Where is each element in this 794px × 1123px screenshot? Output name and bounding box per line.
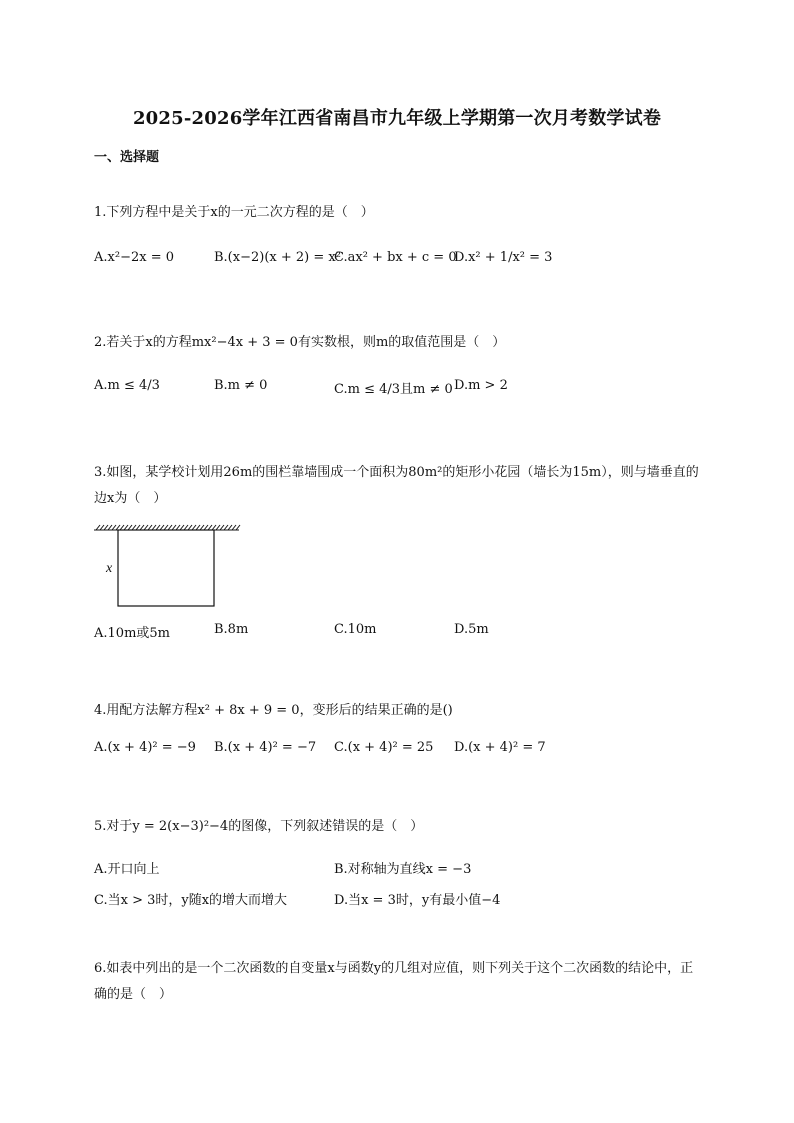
wall-hatch-line bbox=[96, 525, 100, 530]
wall-hatching bbox=[94, 525, 240, 530]
q1-option-c: C.ax² + bx + c = 0 bbox=[334, 250, 457, 265]
wall-hatch-line bbox=[156, 525, 160, 530]
q4-option-c: C.(x + 4)² = 25 bbox=[334, 740, 434, 755]
q1-option-b: B.(x−2)(x + 2) = x² bbox=[214, 250, 341, 265]
wall-hatch-line bbox=[132, 525, 136, 530]
q2-option-a: A.m ≤ 4/3 bbox=[94, 378, 160, 393]
question-4-stem: 4.用配方法解方程x² + 8x + 9 = 0，变形后的结果正确的是() bbox=[94, 703, 453, 718]
wall-hatch-line bbox=[140, 525, 144, 530]
garden-rectangle bbox=[118, 530, 214, 606]
q1-option-a: A.x²−2x = 0 bbox=[94, 250, 174, 265]
question-1-stem: 1.下列方程中是关于x的一元二次方程的是（ ） bbox=[94, 205, 374, 220]
wall-hatch-line bbox=[208, 525, 212, 530]
wall-hatch-line bbox=[112, 525, 116, 530]
garden-figure bbox=[94, 522, 244, 612]
q3-option-c: C.10m bbox=[334, 622, 377, 637]
wall-hatch-line bbox=[180, 525, 184, 530]
q4-option-d: D.(x + 4)² = 7 bbox=[454, 740, 546, 755]
wall-hatch-line bbox=[172, 525, 176, 530]
wall-hatch-line bbox=[108, 525, 112, 530]
wall-hatch-line bbox=[148, 525, 152, 530]
wall-hatch-line bbox=[200, 525, 204, 530]
wall-hatch-line bbox=[160, 525, 164, 530]
wall-hatch-line bbox=[120, 525, 124, 530]
wall-hatch-line bbox=[128, 525, 132, 530]
wall-hatch-line bbox=[220, 525, 224, 530]
wall-hatch-line bbox=[152, 525, 156, 530]
wall-hatch-line bbox=[176, 525, 180, 530]
question-2-stem: 2.若关于x的方程mx²−4x + 3 = 0有实数根，则m的取值范围是（ ） bbox=[94, 335, 506, 350]
question-5-stem: 5.对于y = 2(x−3)²−4的图像，下列叙述错误的是（ ） bbox=[94, 819, 424, 834]
q4-option-a: A.(x + 4)² = −9 bbox=[94, 740, 196, 755]
wall-hatch-line bbox=[224, 525, 228, 530]
wall-hatch-line bbox=[212, 525, 216, 530]
q3-option-a: A.10m或5m bbox=[94, 626, 170, 641]
wall-hatch-line bbox=[204, 525, 208, 530]
question-6-stem: 6.如表中列出的是一个二次函数的自变量x与函数y的几组对应值，则下列关于这个二次函数的结论中，正确的是（ ） bbox=[94, 961, 694, 1002]
wall-hatch-line bbox=[228, 525, 232, 530]
q1-option-d: D.x² + 1/x² = 3 bbox=[454, 250, 553, 265]
q5-option-c: C.当x > 3时，y随x的增大而增大 bbox=[94, 893, 288, 908]
wall-hatch-line bbox=[124, 525, 128, 530]
wall-hatch-line bbox=[104, 525, 108, 530]
wall-hatch-line bbox=[144, 525, 148, 530]
wall-hatch-line bbox=[164, 525, 168, 530]
wall-hatch-line bbox=[188, 525, 192, 530]
wall-hatch-line bbox=[116, 525, 120, 530]
q2-option-b: B.m ≠ 0 bbox=[214, 378, 268, 393]
q5-option-d: D.当x = 3时，y有最小值−4 bbox=[334, 893, 501, 908]
question-3-stem: 3.如图，某学校计划用26m的围栏靠墙围成一个面积为80m²的矩形小花园（墙长为15m），则与墙垂直的边x为（ ） bbox=[94, 465, 699, 506]
page-title: 2025-2026学年江西省南昌市九年级上学期第一次月考数学试卷 bbox=[132, 108, 662, 129]
q5-option-b: B.对称轴为直线x = −3 bbox=[334, 862, 472, 877]
q3-option-b: B.8m bbox=[214, 622, 249, 637]
q5-option-a: A.开口向上 bbox=[94, 862, 160, 877]
figure-label-x: x bbox=[106, 561, 113, 576]
wall-hatch-line bbox=[136, 525, 140, 530]
wall-hatch-line bbox=[192, 525, 196, 530]
wall-hatch-line bbox=[168, 525, 172, 530]
wall-hatch-line bbox=[216, 525, 220, 530]
q3-option-d: D.5m bbox=[454, 622, 489, 637]
wall-hatch-line bbox=[100, 525, 104, 530]
wall-hatch-line bbox=[232, 525, 236, 530]
q2-option-d: D.m > 2 bbox=[454, 378, 508, 393]
q2-option-c: C.m ≤ 4/3且m ≠ 0 bbox=[334, 382, 453, 397]
wall-hatch-line bbox=[196, 525, 200, 530]
q4-option-b: B.(x + 4)² = −7 bbox=[214, 740, 317, 755]
wall-hatch-line bbox=[184, 525, 188, 530]
wall-hatch-line bbox=[236, 525, 240, 530]
section-heading: 一、选择题 bbox=[94, 150, 160, 165]
